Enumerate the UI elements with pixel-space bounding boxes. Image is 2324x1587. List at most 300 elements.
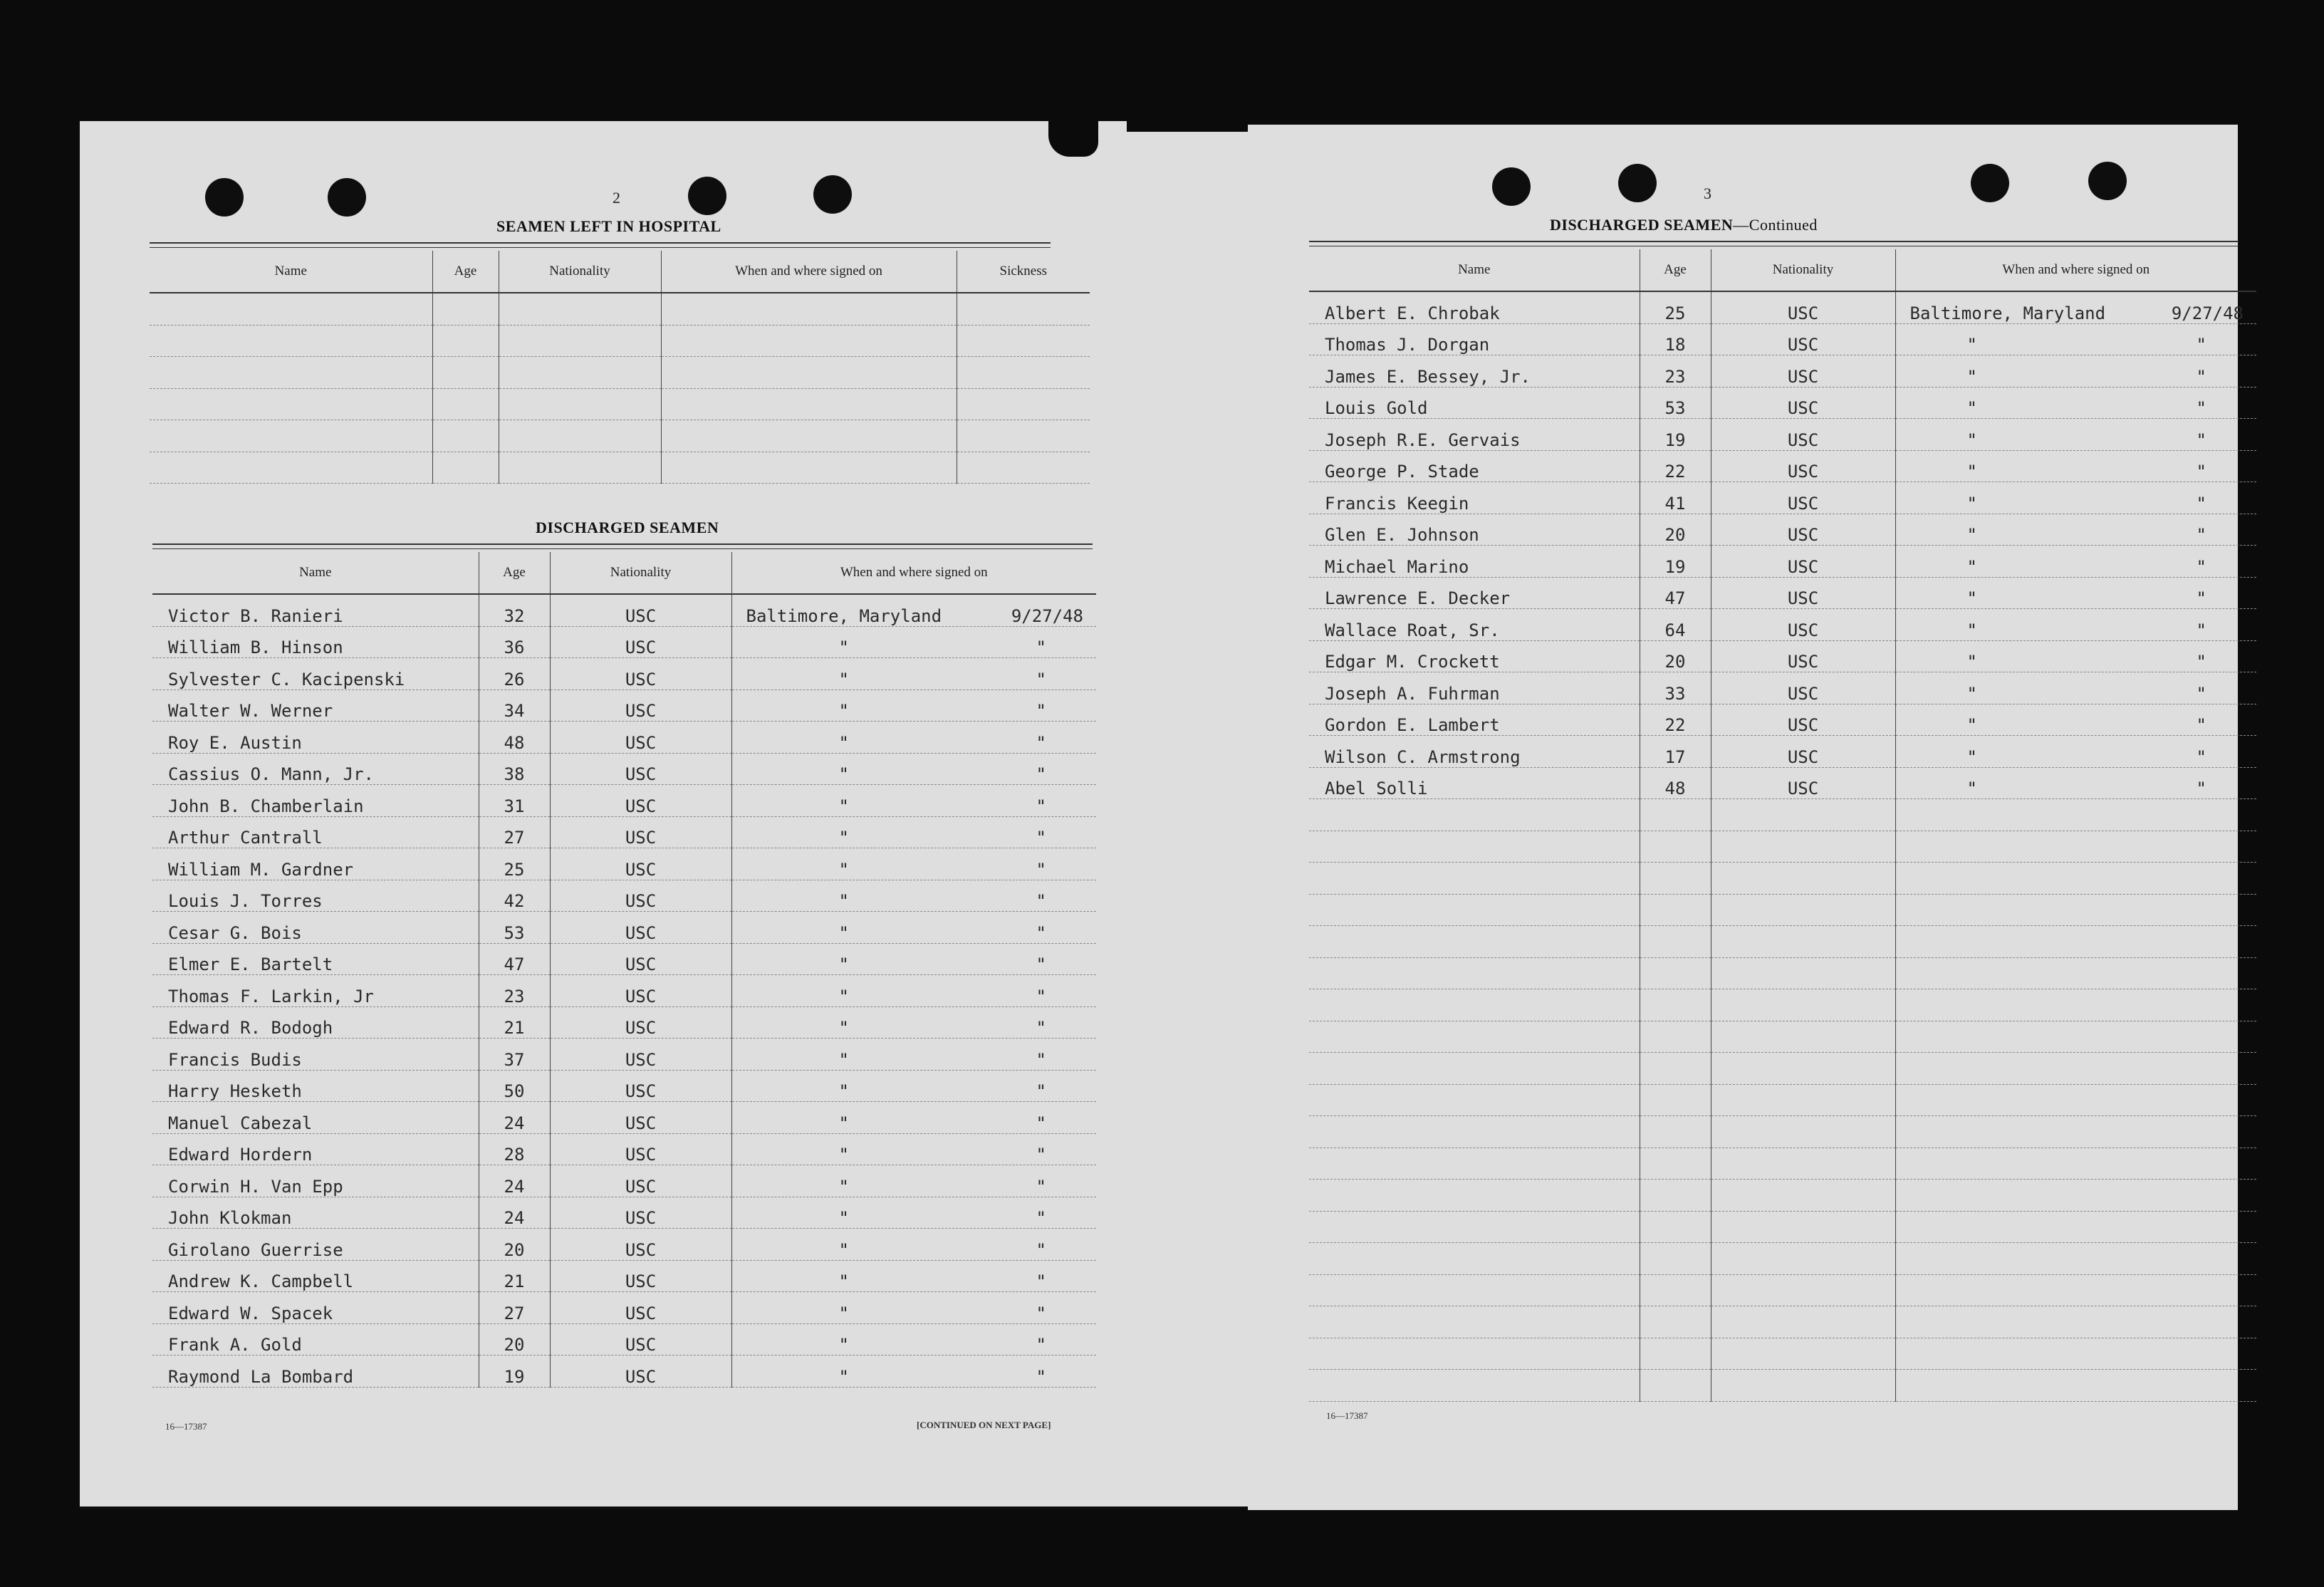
seaman-age: 64: [1640, 609, 1711, 641]
table-row: [1309, 736, 2256, 768]
empty-cell: [1640, 863, 1711, 895]
seaman-nationality: USC: [550, 1292, 731, 1324]
seaman-name: Roy E. Austin: [152, 722, 479, 754]
empty-cell: [1640, 1053, 1711, 1085]
table-row: [1309, 577, 2256, 609]
seaman-nationality: USC: [1711, 609, 1895, 641]
empty-cell: [1640, 1116, 1711, 1148]
seaman-name: Thomas J. Dorgan: [1309, 323, 1640, 355]
seaman-nationality: USC: [1711, 640, 1895, 672]
empty-cell: [957, 420, 1090, 452]
signed-on-place: ": [838, 859, 849, 880]
seaman-name: Louis Gold: [1309, 387, 1640, 419]
torn-edge: [1127, 118, 1262, 132]
signed-on-place: ": [838, 1049, 849, 1070]
signed-on-date: 9/27/48: [2171, 303, 2244, 323]
seaman-age: 41: [1640, 482, 1711, 514]
empty-cell: [1640, 1211, 1711, 1243]
signed-on-place: ": [1966, 556, 1977, 577]
seaman-name: Frank A. Gold: [152, 1323, 479, 1356]
table-row: [150, 293, 1090, 325]
empty-cell: [1640, 1180, 1711, 1212]
seaman-age: 48: [479, 722, 550, 754]
table-row: [1309, 609, 2256, 641]
empty-cell: [1640, 1021, 1711, 1053]
table-row: [1309, 767, 2256, 799]
punch-hole: [205, 178, 244, 217]
table-row: [152, 943, 1096, 975]
seaman-name: Raymond La Bombard: [152, 1356, 479, 1388]
signed-on-date: ": [2196, 620, 2206, 640]
signed-on-place: ": [1966, 683, 1977, 704]
seaman-name: Edward Hordern: [152, 1133, 479, 1165]
signed-on-date: ": [2196, 398, 2206, 418]
empty-cell: [1711, 1116, 1895, 1148]
seaman-nationality: USC: [550, 1356, 731, 1388]
empty-cell: [1895, 1243, 2256, 1275]
empty-cell: [1711, 926, 1895, 958]
seaman-nationality: USC: [550, 722, 731, 754]
empty-cell: [150, 325, 432, 357]
empty-cell: [499, 452, 661, 484]
empty-cell: [957, 325, 1090, 357]
empty-cell: [499, 325, 661, 357]
signed-on-date: ": [1036, 1366, 1046, 1387]
signed-on-cell: [1895, 482, 2256, 514]
empty-cell: [1711, 1021, 1895, 1053]
seaman-name: John B. Chamberlain: [152, 785, 479, 817]
seaman-age: 20: [479, 1229, 550, 1261]
signed-on-place: ": [1966, 652, 1977, 672]
signed-on-date: ": [2196, 556, 2206, 577]
signed-on-cell: [731, 1292, 1096, 1324]
seaman-age: 20: [1640, 640, 1711, 672]
signed-on-cell: [1895, 609, 2256, 641]
signed-on-date: 9/27/48: [1011, 605, 1083, 626]
seaman-name: Edward R. Bodogh: [152, 1006, 479, 1039]
seaman-age: 19: [1640, 419, 1711, 451]
signed-on-place: ": [838, 796, 849, 816]
signed-on-cell: [1895, 672, 2256, 704]
signed-on-cell: [731, 690, 1096, 722]
seaman-age: 22: [1640, 450, 1711, 482]
column-header: Age: [479, 552, 550, 594]
section-rule: [150, 242, 1051, 248]
table-row: [1309, 957, 2256, 989]
seaman-name: Wilson C. Armstrong: [1309, 736, 1640, 768]
table-row: [1309, 291, 2256, 323]
seaman-nationality: USC: [550, 626, 731, 658]
signed-on-date: ": [2196, 683, 2206, 704]
empty-cell: [1640, 894, 1711, 926]
table-row: [152, 1260, 1096, 1292]
table-row: [1309, 1370, 2256, 1402]
table-row: [1309, 450, 2256, 482]
column-header: Name: [1309, 249, 1640, 291]
signed-on-cell: [1895, 514, 2256, 546]
discharged-continued-title: [1550, 216, 1818, 234]
empty-cell: [1895, 1053, 2256, 1085]
signed-on-date: ": [1036, 1271, 1046, 1291]
empty-cell: [1640, 1274, 1711, 1306]
seaman-nationality: USC: [1711, 450, 1895, 482]
empty-cell: [499, 357, 661, 389]
seaman-age: 33: [1640, 672, 1711, 704]
seaman-nationality: USC: [550, 690, 731, 722]
empty-cell: [432, 420, 499, 452]
seaman-nationality: USC: [550, 975, 731, 1007]
seaman-age: 28: [479, 1133, 550, 1165]
seaman-nationality: USC: [550, 1133, 731, 1165]
signed-on-place: ": [838, 922, 849, 943]
seaman-nationality: USC: [550, 1070, 731, 1102]
empty-cell: [661, 452, 957, 484]
signed-on-place: ": [838, 764, 849, 784]
seaman-age: 27: [479, 816, 550, 848]
signed-on-date: ": [2196, 430, 2206, 450]
signed-on-cell: [1895, 736, 2256, 768]
seaman-nationality: USC: [1711, 291, 1895, 323]
signed-on-place: ": [1966, 715, 1977, 735]
empty-cell: [1895, 1274, 2256, 1306]
seaman-name: Edward W. Spacek: [152, 1292, 479, 1324]
signed-on-cell: [1895, 323, 2256, 355]
table-row: [152, 626, 1096, 658]
empty-cell: [1711, 957, 1895, 989]
punch-hole: [1618, 164, 1657, 202]
seaman-name: Walter W. Werner: [152, 690, 479, 722]
table-row: [1309, 1116, 2256, 1148]
signed-on-place: ": [838, 954, 849, 974]
empty-cell: [957, 293, 1090, 325]
seaman-nationality: USC: [1711, 736, 1895, 768]
empty-cell: [1895, 799, 2256, 831]
empty-cell: [1640, 1338, 1711, 1370]
table-row: [152, 816, 1096, 848]
signed-on-date: ": [2196, 715, 2206, 735]
table-row: [1309, 1274, 2256, 1306]
signed-on-place: ": [838, 1335, 849, 1355]
table-row: [152, 753, 1096, 785]
signed-on-date: ": [1036, 1145, 1046, 1165]
empty-cell: [432, 357, 499, 389]
table-row: [1309, 831, 2256, 863]
table-row: [1309, 1180, 2256, 1212]
seaman-nationality: USC: [1711, 514, 1895, 546]
seaman-age: 23: [479, 975, 550, 1007]
table-row: [1309, 323, 2256, 355]
signed-on-cell: [731, 816, 1096, 848]
empty-cell: [661, 325, 957, 357]
table-row: [1309, 799, 2256, 831]
empty-cell: [1309, 1370, 1640, 1402]
seaman-nationality: USC: [550, 1229, 731, 1261]
table-row: [1309, 672, 2256, 704]
seaman-name: Elmer E. Bartelt: [152, 943, 479, 975]
seaman-age: 25: [1640, 291, 1711, 323]
column-header: Nationality: [1711, 249, 1895, 291]
table-row: [1309, 1306, 2256, 1338]
signed-on-cell: [731, 848, 1096, 880]
column-header: Age: [1640, 249, 1711, 291]
empty-cell: [1309, 831, 1640, 863]
seaman-nationality: USC: [1711, 767, 1895, 799]
signed-on-cell: [731, 912, 1096, 944]
signed-on-place: ": [1966, 493, 1977, 514]
empty-cell: [1309, 1338, 1640, 1370]
empty-cell: [150, 420, 432, 452]
empty-cell: [499, 293, 661, 325]
seaman-name: William M. Gardner: [152, 848, 479, 880]
table-row: [152, 848, 1096, 880]
empty-cell: [661, 420, 957, 452]
seaman-nationality: USC: [550, 1197, 731, 1229]
seaman-age: 19: [1640, 546, 1711, 578]
empty-cell: [1309, 1306, 1640, 1338]
seaman-nationality: USC: [550, 1323, 731, 1356]
table-row: [1309, 926, 2256, 958]
seaman-age: 19: [479, 1356, 550, 1388]
punch-hole: [1971, 164, 2009, 202]
seaman-name: William B. Hinson: [152, 626, 479, 658]
empty-cell: [1640, 1084, 1711, 1116]
table-row: [1309, 514, 2256, 546]
signed-on-cell: [1895, 640, 2256, 672]
signed-on-cell: [731, 1070, 1096, 1102]
seaman-name: Corwin H. Van Epp: [152, 1165, 479, 1197]
page-number: 3: [1704, 184, 1711, 202]
signed-on-cell: [731, 1260, 1096, 1292]
table-row: [1309, 894, 2256, 926]
signed-on-date: ": [1036, 922, 1046, 943]
seaman-nationality: USC: [1711, 323, 1895, 355]
seaman-name: Francis Budis: [152, 1039, 479, 1071]
continued-note: [CONTINUED ON NEXT PAGE]: [917, 1420, 1051, 1430]
column-header: When and where signed on: [661, 251, 957, 293]
continued-suffix: —Continued: [1733, 216, 1818, 234]
seaman-name: Victor B. Ranieri: [152, 594, 479, 626]
table-row: [150, 357, 1090, 389]
empty-cell: [957, 452, 1090, 484]
signed-on-place: ": [838, 1208, 849, 1228]
empty-cell: [1309, 1274, 1640, 1306]
empty-cell: [1711, 831, 1895, 863]
empty-cell: [1640, 831, 1711, 863]
form-number: 16—17387: [165, 1421, 207, 1432]
signed-on-place: ": [1966, 366, 1977, 387]
signed-on-place: Baltimore, Maryland: [1909, 303, 2106, 323]
signed-on-date: ": [2196, 462, 2206, 482]
signed-on-cell: [731, 753, 1096, 785]
empty-cell: [1711, 1148, 1895, 1180]
empty-cell: [1309, 1211, 1640, 1243]
seaman-name: Albert E. Chrobak: [1309, 291, 1640, 323]
empty-cell: [1895, 1084, 2256, 1116]
empty-cell: [1711, 1243, 1895, 1275]
discharged-continued-table: [1309, 249, 2256, 1402]
seaman-age: 23: [1640, 355, 1711, 387]
empty-cell: [1309, 1148, 1640, 1180]
table-row: [152, 912, 1096, 944]
seaman-nationality: USC: [1711, 419, 1895, 451]
empty-cell: [1711, 1370, 1895, 1402]
empty-cell: [1895, 1148, 2256, 1180]
seaman-nationality: USC: [550, 753, 731, 785]
empty-cell: [1640, 1370, 1711, 1402]
empty-cell: [957, 388, 1090, 420]
signed-on-date: ": [2196, 493, 2206, 514]
table-row: [152, 722, 1096, 754]
table-row: [152, 975, 1096, 1007]
signed-on-place: ": [838, 1081, 849, 1101]
signed-on-place: ": [1966, 462, 1977, 482]
hospital-section-title: SEAMEN LEFT IN HOSPITAL: [496, 217, 721, 235]
seaman-age: 22: [1640, 704, 1711, 736]
empty-cell: [1711, 1180, 1895, 1212]
signed-on-cell: [1895, 450, 2256, 482]
signed-on-cell: [1895, 419, 2256, 451]
empty-cell: [1640, 1148, 1711, 1180]
table-row: [1309, 989, 2256, 1021]
signed-on-date: ": [1036, 1049, 1046, 1070]
signed-on-cell: [731, 658, 1096, 690]
seaman-age: 24: [479, 1102, 550, 1134]
seaman-nationality: USC: [550, 816, 731, 848]
table-row: [152, 1006, 1096, 1039]
table-row: [1309, 355, 2256, 387]
seaman-nationality: USC: [550, 880, 731, 912]
empty-cell: [499, 420, 661, 452]
seaman-name: Girolano Guerrise: [152, 1229, 479, 1261]
empty-cell: [1711, 894, 1895, 926]
table-row: [152, 658, 1096, 690]
signed-on-place: ": [838, 1145, 849, 1165]
signed-on-date: ": [1036, 1018, 1046, 1038]
seaman-age: 21: [479, 1260, 550, 1292]
table-row: [152, 1070, 1096, 1102]
signed-on-cell: [731, 1197, 1096, 1229]
signed-on-date: ": [1036, 859, 1046, 880]
seaman-name: Gordon E. Lambert: [1309, 704, 1640, 736]
section-rule: [1309, 241, 2239, 246]
signed-on-date: ": [1036, 1113, 1046, 1133]
seaman-nationality: USC: [550, 658, 731, 690]
table-row: [152, 1197, 1096, 1229]
signed-on-date: ": [2196, 525, 2206, 545]
signed-on-place: ": [1966, 588, 1977, 608]
column-header: Name: [152, 552, 479, 594]
signed-on-place: ": [838, 1366, 849, 1387]
signed-on-place: ": [1966, 746, 1977, 767]
empty-cell: [1309, 1116, 1640, 1148]
seaman-name: John Klokman: [152, 1197, 479, 1229]
signed-on-date: ": [2196, 335, 2206, 355]
table-row: [150, 452, 1090, 484]
signed-on-date: ": [1036, 796, 1046, 816]
seaman-name: Glen E. Johnson: [1309, 514, 1640, 546]
empty-cell: [150, 452, 432, 484]
signed-on-cell: [731, 1323, 1096, 1356]
table-row: [1309, 863, 2256, 895]
seaman-age: 50: [479, 1070, 550, 1102]
table-row: [152, 785, 1096, 817]
table-row: [1309, 1338, 2256, 1370]
empty-cell: [1309, 894, 1640, 926]
signed-on-place: ": [838, 638, 849, 657]
empty-cell: [1895, 1306, 2256, 1338]
empty-cell: [499, 388, 661, 420]
table-row: [152, 1039, 1096, 1071]
empty-cell: [1711, 1211, 1895, 1243]
empty-cell: [1309, 1180, 1640, 1212]
form-number: 16—17387: [1326, 1410, 1368, 1421]
empty-cell: [150, 357, 432, 389]
empty-cell: [1711, 799, 1895, 831]
table-row: [152, 1102, 1096, 1134]
signed-on-date: ": [2196, 746, 2206, 767]
seaman-name: Sylvester C. Kacipenski: [152, 658, 479, 690]
signed-on-cell: [731, 975, 1096, 1007]
table-row: [1309, 1053, 2256, 1085]
signed-on-date: ": [1036, 732, 1046, 753]
empty-cell: [150, 388, 432, 420]
table-row: [152, 1133, 1096, 1165]
signed-on-place: ": [1966, 525, 1977, 545]
signed-on-date: ": [1036, 669, 1046, 690]
seaman-age: 21: [479, 1006, 550, 1039]
seaman-nationality: USC: [1711, 672, 1895, 704]
signed-on-date: ": [1036, 891, 1046, 911]
empty-cell: [1309, 1021, 1640, 1053]
signed-on-place: ": [1966, 398, 1977, 418]
column-header: Name: [150, 251, 432, 293]
signed-on-place: ": [838, 1239, 849, 1260]
signed-on-cell: [731, 1039, 1096, 1071]
seaman-name: Manuel Cabezal: [152, 1102, 479, 1134]
seaman-nationality: USC: [550, 594, 731, 626]
empty-cell: [661, 357, 957, 389]
empty-cell: [1309, 926, 1640, 958]
table-row: [152, 1165, 1096, 1197]
empty-cell: [1711, 1338, 1895, 1370]
table-row: [152, 690, 1096, 722]
empty-cell: [1711, 1274, 1895, 1306]
empty-cell: [1895, 1116, 2256, 1148]
empty-cell: [1309, 989, 1640, 1021]
seaman-age: 27: [479, 1292, 550, 1324]
table-row: [150, 388, 1090, 420]
empty-cell: [1895, 1338, 2256, 1370]
signed-on-cell: [731, 1165, 1096, 1197]
punch-hole: [328, 178, 366, 217]
empty-cell: [432, 325, 499, 357]
table-row: [1309, 546, 2256, 578]
table-row: [1309, 387, 2256, 419]
punch-hole: [2088, 162, 2127, 200]
punch-hole: [688, 177, 726, 215]
table-row: [1309, 1243, 2256, 1275]
seaman-age: 32: [479, 594, 550, 626]
discharged-section-title: DISCHARGED SEAMEN: [536, 519, 719, 536]
seaman-age: 24: [479, 1197, 550, 1229]
signed-on-cell: [1895, 704, 2256, 736]
seaman-age: 48: [1640, 767, 1711, 799]
table-row: [1309, 1148, 2256, 1180]
empty-cell: [661, 293, 957, 325]
signed-on-date: ": [1036, 828, 1046, 848]
seaman-age: 17: [1640, 736, 1711, 768]
empty-cell: [1895, 1370, 2256, 1402]
